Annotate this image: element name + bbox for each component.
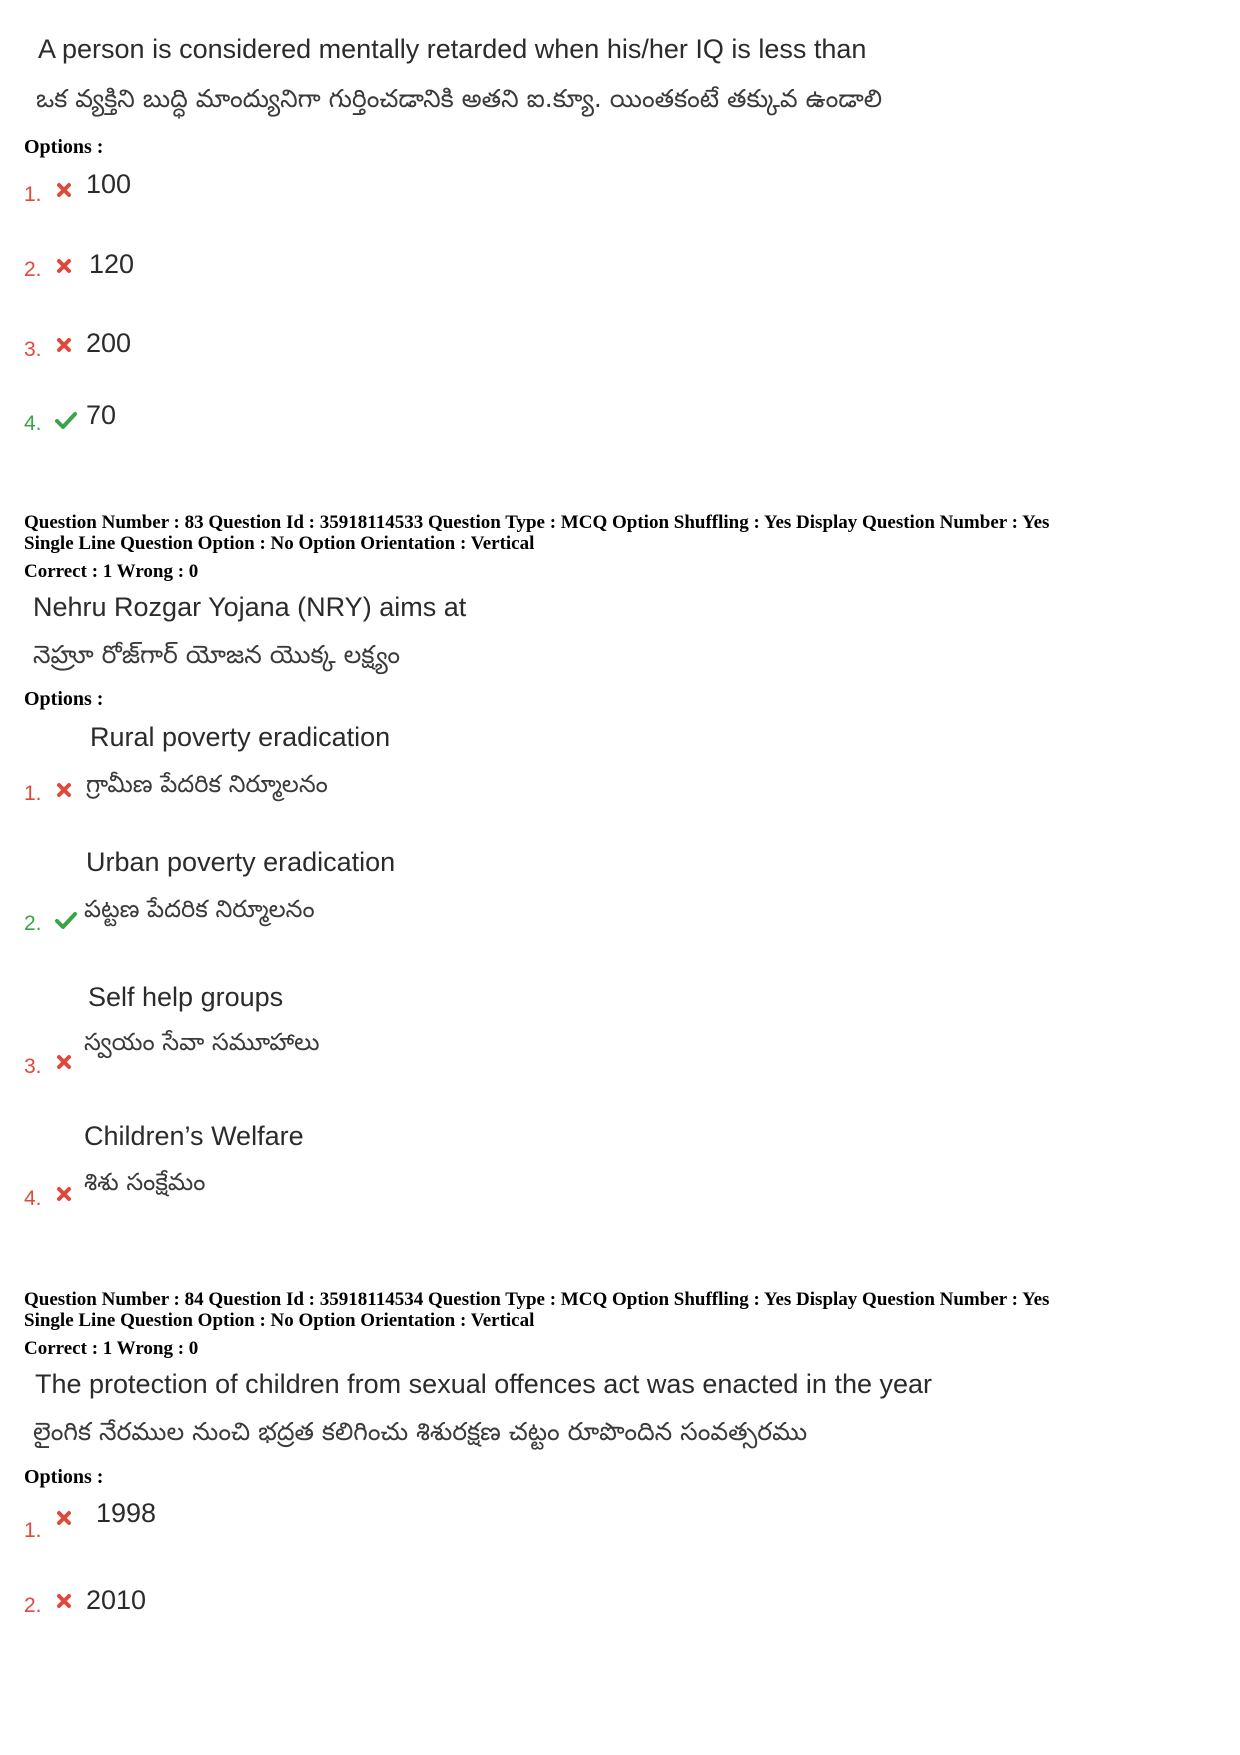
option-text-te: పట్టణ పేదరిక నిర్మూలనం — [84, 895, 315, 923]
cross-icon — [54, 1508, 74, 1528]
option-text-en: 100 — [86, 169, 132, 199]
question-text-en: The protection of children from sexual offences act was enacted in the year — [35, 1369, 932, 1399]
option-text-en: Self help groups — [88, 982, 284, 1012]
option-text-en: 2010 — [86, 1585, 147, 1615]
cross-icon — [54, 335, 74, 355]
options-label: Options : — [24, 136, 104, 158]
option-text-en: 1998 — [96, 1498, 157, 1528]
question-meta-line: Question Number : 84 Question Id : 35918114534 Question Type : MCQ Option Shuffling : Yes Display Question Number : Yes — [24, 1289, 1050, 1310]
option-text-en: Rural poverty eradication — [90, 722, 391, 752]
cross-icon — [54, 256, 74, 276]
question-score-line: Correct : 1 Wrong : 0 — [24, 561, 199, 582]
question-text-te: నెహ్రూ రోజ్‌గార్ యోజన యొక్క లక్ష్యం — [33, 640, 400, 669]
option-text-en: 70 — [86, 400, 117, 430]
option-number: 3. — [24, 338, 42, 361]
option-number: 1. — [24, 782, 42, 805]
cross-icon — [54, 1052, 74, 1072]
option-text-en: Urban poverty eradication — [86, 847, 396, 877]
option-number: 2. — [24, 912, 42, 935]
option-text-en: Children’s Welfare — [84, 1121, 304, 1151]
option-text-te: శిశు సంక్షేమం — [84, 1168, 206, 1196]
question-meta-line: Question Number : 83 Question Id : 35918114533 Question Type : MCQ Option Shuffling : Yes Display Question Number : Yes — [24, 512, 1050, 533]
question-text-en: Nehru Rozgar Yojana (NRY) aims at — [33, 592, 467, 622]
options-label: Options : — [24, 688, 104, 710]
question-score-line: Correct : 1 Wrong : 0 — [24, 1338, 199, 1359]
cross-icon — [54, 180, 74, 200]
question-text-te: లైంగిక నేరముల నుంచి భద్రత కలిగించు శిశురక్షణ చట్టం రూపొందిన సంవత్సరము — [33, 1417, 808, 1446]
check-icon — [54, 410, 78, 430]
option-text-en: 200 — [86, 328, 132, 358]
cross-icon — [54, 1184, 74, 1204]
option-number: 2. — [24, 258, 42, 281]
question-text-te: ఒక వ్యక్తిని బుద్ధి మాంద్యునిగా గుర్తించడానికి అతని ఐ.క్యూ. యింతకంటే తక్కువ ఉండాలి — [36, 84, 883, 113]
cross-icon — [54, 1591, 74, 1611]
option-number: 4. — [24, 1187, 42, 1210]
question-text-en: A person is considered mentally retarded when his/her IQ is less than — [38, 34, 867, 64]
option-number: 1. — [24, 1519, 42, 1542]
option-text-en: 120 — [89, 249, 135, 279]
question-meta-line: Single Line Question Option : No Option Orientation : Vertical — [24, 1310, 535, 1331]
option-text-te: గ్రామీణ పేదరిక నిర్మూలనం — [86, 770, 328, 798]
option-text-te: స్వయం సేవా సమూహాలు — [84, 1028, 320, 1056]
options-label: Options : — [24, 1466, 104, 1488]
option-number: 2. — [24, 1594, 42, 1617]
question-meta-line: Single Line Question Option : No Option Orientation : Vertical — [24, 533, 535, 554]
cross-icon — [54, 780, 74, 800]
option-number: 4. — [24, 412, 42, 435]
option-number: 3. — [24, 1055, 42, 1078]
option-number: 1. — [24, 183, 42, 206]
check-icon — [54, 910, 78, 930]
